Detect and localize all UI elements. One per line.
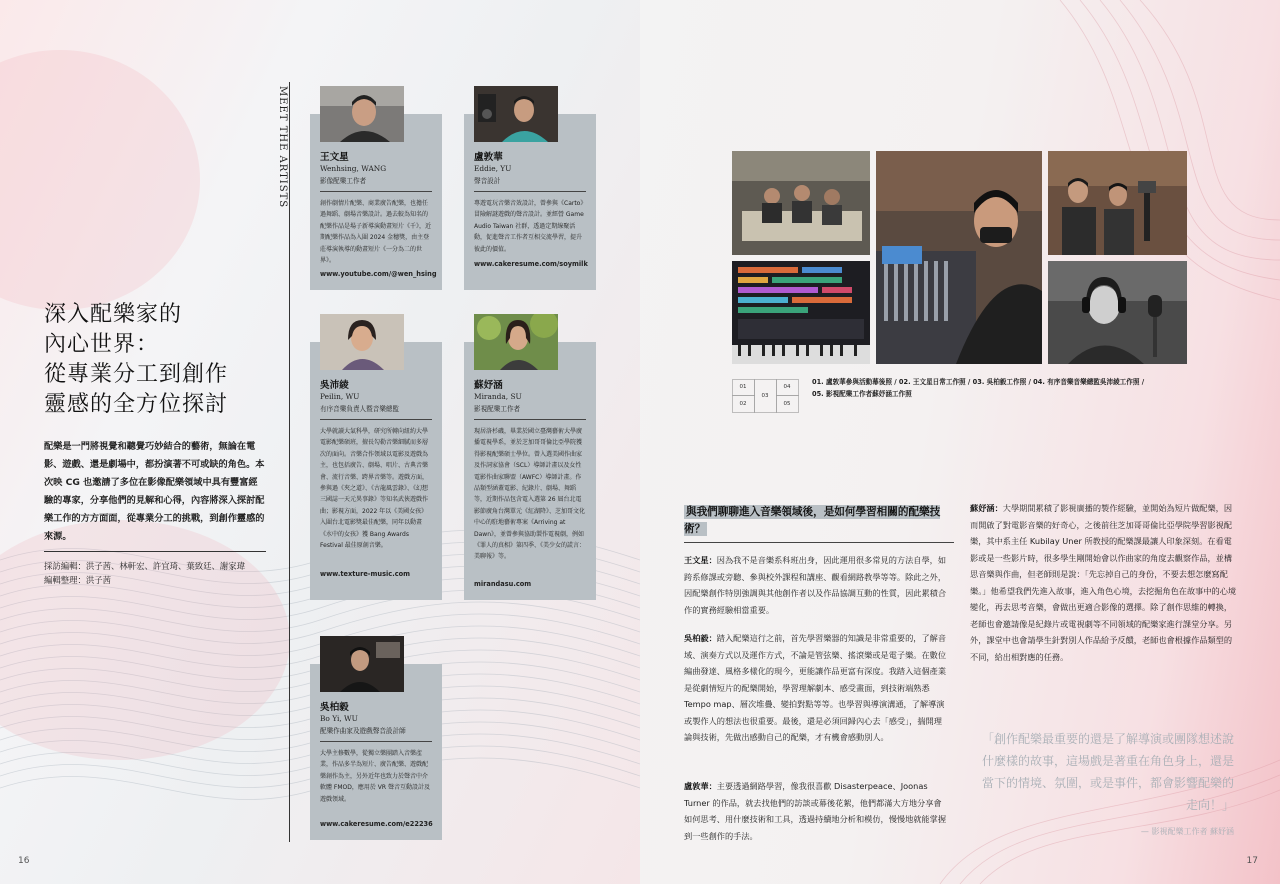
artist-link[interactable]: www.cakeresume.com/e22236 [320,820,433,828]
artist-link[interactable]: www.youtube.com/@wen_hsing [320,270,437,278]
artist-english-name: Peilin, WU [320,392,360,401]
divider [44,551,266,552]
answer-speaker: 蘇妤涵： [970,503,1003,513]
studio-portrait-photo [320,636,404,692]
photo-index-label: 01 [739,384,747,390]
mixing-console-photo [876,151,1042,364]
artist-role: 聲音設計 [474,177,501,185]
photo-index-label: 02 [739,401,747,407]
artist-card [310,664,442,840]
artist-card [310,342,442,600]
answer-text: 因為我不是音樂系科班出身，因此運用很多常見的方法自學，如跨系修課或旁聽、參與校外課程和講座、觀看網路教學等等。除此之外，因配樂創作特別強調與其他創作者以及作品協調互動的性質，因此累積合作的實務經驗相當重要。 [684,555,947,615]
divider [320,741,432,742]
photo-index-label: 05 [783,401,791,407]
answer-speaker: 吳柏毅： [684,633,717,643]
artist-card [464,114,596,290]
page-number: 17 [1246,856,1258,866]
artist-link[interactable]: www.cakeresume.com/soymilk [474,260,588,268]
pull-quote: 「創作配樂最重要的還是了解導演或團隊想述說什麼樣的故事，這場戲是著重在角色身上，還是當下的情境、氛圍，或是事件，都會影響配樂的走向！」 [982,732,1235,812]
studio-photo [474,86,558,142]
question-heading [684,504,954,538]
question-text: 與我們聊聊進入音樂領域後，是如何學習相關的配樂技術？ [684,506,941,535]
intro-paragraph: 配樂是一門將視覺和聽覺巧妙結合的藝術，無論在電影、遊戲、還是劇場中，都扮演著不可或缺的角色。本次映 CG 也邀請了多位在影像配樂領域中具有豐富經驗的專家，分享他們的見解和心得，內容將深入探討配樂工作的方方面面，從專業分工的挑戰，到創作靈感的來源。 [44,441,265,542]
artist-bio: 大學就讀大氣科學，研究所轉向紐約大學電影配樂碩班，擅長勾勒音樂細膩而多層次的面向。音樂合作領域以電影及遊戲為主，也包括廣告、劇場、唱片、古典音樂會、流行音樂、跨界音樂等。遊戲方面，參與過《夾之道》、《古龍風雲錄》、《幻想三國誌一天元異事錄》等知名武俠遊戲作曲；影視方面，2022 年以《美國女孩》入圍台北電影獎最佳配樂，同年以動畫《水中的女孩》獲 Bang Awards Festival 最佳原創音樂。 [320,428,429,550]
photo-index-grid [732,379,800,413]
artist-english-name: Miranda, SU [474,392,522,401]
artist-card [464,342,596,600]
title-line: 靈感的全方位探討 [44,392,229,417]
artist-link[interactable]: mirandasu.com [474,580,532,588]
artist-name: 盧敦華 [474,152,503,163]
headphones-portrait-photo [1048,261,1187,364]
artist-role: 影視配樂工作者 [474,405,521,413]
artist-english-name: Wenhsing, WANG [320,164,387,173]
artist-bio: 大學主修數學，從獨立樂團踏入音樂產業，作品多半為短片、廣告配樂、遊戲配樂創作為主，另外近年也致力於聲音中介軟體 FMOD，應用於 VR 聲音互動設計及遊戲領域。 [320,750,430,803]
artist-link[interactable]: www.texture-music.com [320,570,411,578]
answer-text: 踏入配樂這行之前，首先學習樂器的知識是非常重要的，了解音域、演奏方式以及運作方式，不論是管弦樂、搖滾樂或是電子樂。在數位編曲發達、風格多樣化的現今，更能讓作品更富有深度。我踏入這個產業是從劇情短片的配樂開始，學習理解劇本、感受畫面，到技術端熟悉 Tempo map、層次堆疊、變拍對點等等。也學習與導演溝通，了解導演或製作人的想法也很重要。最後，還是必須回歸內心去「感受」，揣開理論與技術，先做出感動自己的配樂，才有機會感動別人。 [684,633,947,742]
artist-bio: 創作劇情片配樂、商業廣告配樂，也擔任過舞蹈、劇場音樂設計。過去較為知名的配樂作品是場子新導演動畫短片《千》，近期配樂作品為入圍 2024 金穗獎，由主登莊導演執導的動畫短片《一分為二的世界》。 [320,200,432,265]
answer-speaker: 王文星： [684,555,717,565]
photo-caption: 01. 盧敦華參與活動幕後照 / 02. 王文星日常工作照 / 03. 吳柏毅工作照 / 04. 有序音樂音樂總監吳沛綾工作照 / 05. 影視配樂工作者蘇妤涵工作照 [812,378,1145,398]
artist-role: 配樂作曲家及遊戲聲音設計師 [320,727,406,735]
answer-paragraph [684,552,949,618]
artist-role: 有序音樂負責人暨音樂總監 [320,405,400,413]
photo-index-label: 03 [761,393,769,399]
title-line: 內心世界： [44,332,160,357]
portrait-photo [320,314,404,370]
divider [684,542,954,543]
answer-text: 大學期間累積了影視廣播的製作經驗，並開始為短片做配樂，因而開啟了對電影音樂的好奇心，之後前往芝加哥哥倫比亞學院學習影視配樂，其中系主任 Kubilay Uner 所教授的配樂課最讓人印象深刻。在看電影或是一些影片時，很多學生剛開始會以作曲家的角度去觀察作品，並構思音樂與作曲，但老師則是說：「先忘掉自己的身份，不要去想怎麼寫配樂。」他希望我們先進入故事，進入角色心境，去挖掘角色在故事中的心境變化，再去思考音樂，會做出更適合影像的選擇。除了創作思維的轉換，老師也會邀請像是紀錄片或電視劇等不同領域的配樂家進行課堂分享。另外，課堂中也會請學生針對別人作品給予反饋，老師也會根據作品類型的不同，給出相對應的任務。 [970,503,1237,662]
artist-name: 吳沛綾 [320,380,349,391]
artist-card [310,114,442,290]
pull-quote-source: — 影視配樂工作者 蘇妤涵 [1140,827,1234,836]
artist-english-name: Eddie, YU [474,164,512,173]
title-line: 深入配樂家的 [44,302,183,327]
title-line: 從專業分工到創作 [44,362,229,387]
credit-line: 採訪編輯：洪子茜、林軒宏、許宜琦、葉致廷、謝家瑋 [44,561,245,571]
right-page [640,0,1280,884]
divider [474,191,586,192]
outdoor-portrait-photo [474,314,558,370]
daw-screen-photo [732,261,870,364]
answer-speaker: 盧敦華： [684,781,717,791]
section-label: MEET THE ARTISTS [277,86,288,209]
portrait-photo [320,86,404,142]
artist-bio: 專遊電玩音樂音效設計，曾參與《Carto》冒險解謎遊戲的聲音設計。並經營 Game Audio Taiwan 社群，透過定期線聚活動，促進聲音工作者互相交流學習，提升彼此的價值。 [474,200,584,253]
artist-role: 影像配樂工作者 [320,177,367,185]
divider [320,191,432,192]
artist-english-name: Bo Yi, WU [320,714,358,723]
answer-paragraph [970,500,1238,665]
credit-line: 編輯整理：洪子茜 [44,575,111,585]
answer-paragraph [684,778,949,844]
article-title [44,300,274,420]
vertical-divider [289,82,290,842]
credits [44,559,274,587]
artist-bio: 現居洛杉磯，畢業於國立臺灣藝術大學廣播電視學系，並於芝加哥哥倫比亞學院獲得影視配樂碩士學位。曾入選美國作曲家及作詞家協會（SCL）導師計畫以及女性電影作曲家聯盟（AWFC）導師計畫。作品類型涵蓋電影、紀錄片、劇場、舞蹈等，近期作品包含電入選第 26 屆台北電影節廣角台灣單元《紅湖降》、芝加哥文化中心的駐地藝術專案《Arriving at Dawn》，並曾參與協助製作電視劇，例如《罪人的真相》第四季、《美少女的謊言：美聊報》等。 [474,428,586,561]
recording-session-photo [1048,151,1187,255]
divider [474,419,586,420]
answer-text: 主要透過網路學習，像我很喜歡 Disasterpeace、Joonas Turner 的作品，就去找他們的訪談或幕後花絮，他們都滿大方地分享會如何思考、用什麼技術和工具，透過持續地分析和模仿，慢慢地就能掌握到一些創作的手法。 [684,781,947,841]
workshop-photo [732,151,870,255]
divider [320,419,432,420]
artist-name: 蘇妤涵 [474,380,503,391]
page-number: 16 [18,856,30,866]
artist-name: 王文星 [320,152,349,163]
answer-paragraph [684,630,949,746]
artist-name: 吳柏毅 [320,702,349,713]
photo-index-label: 04 [783,384,791,390]
